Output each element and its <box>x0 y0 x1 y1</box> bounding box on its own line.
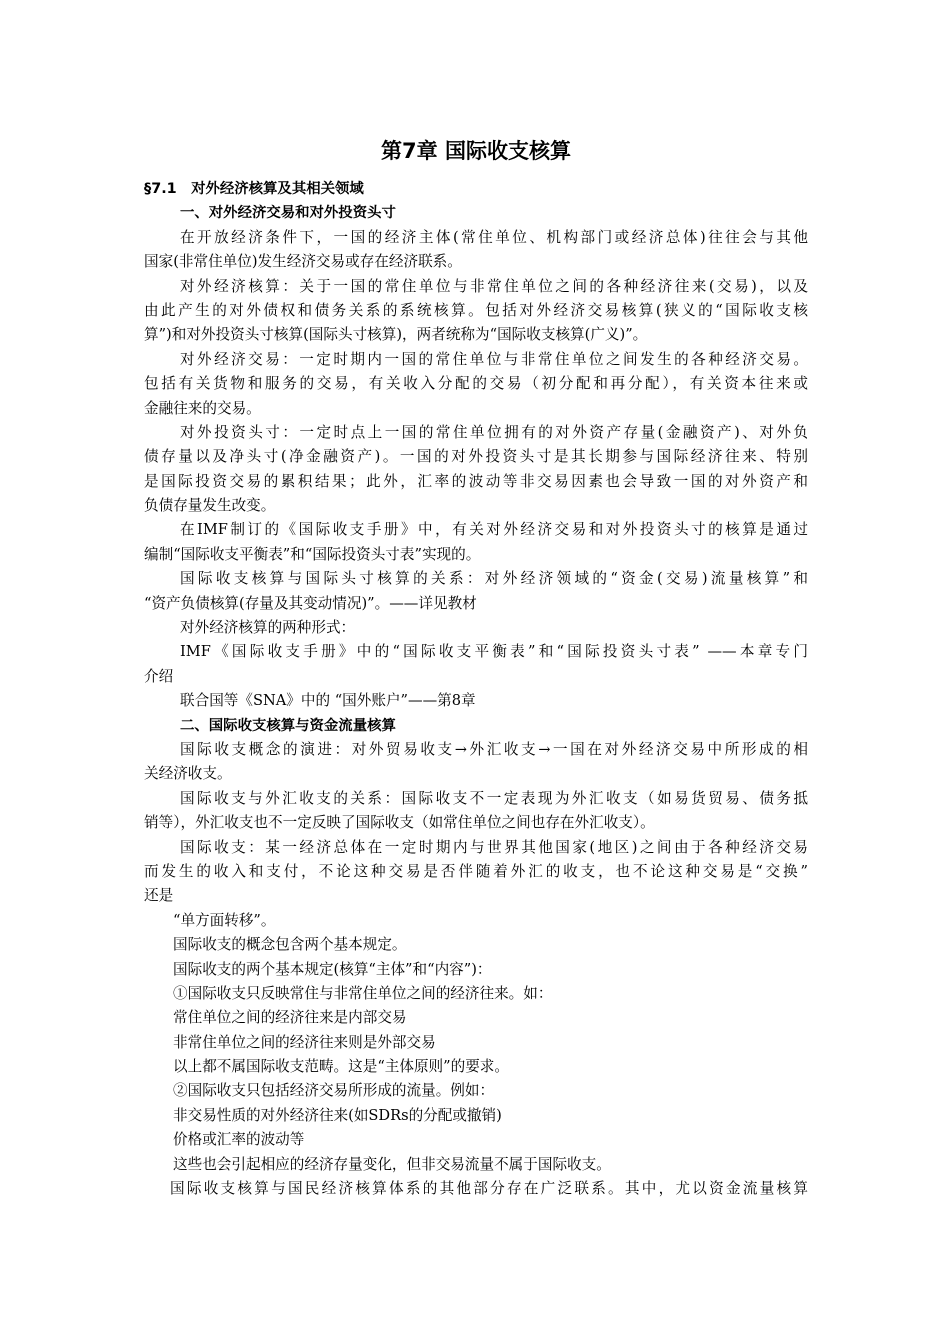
text-line: ①国际收支只反映常住与非常住单位之间的经济往来。如： <box>173 984 553 1002</box>
subsection-heading-1: 一、对外经济交易和对外投资头寸 <box>180 205 396 222</box>
text-line: 非常住单位之间的经济往来则是外部交易 <box>173 1033 436 1051</box>
text-line: 国际收支的两个基本规定(核算“主体”和“内容”)： <box>173 960 492 978</box>
text-line: 还是 <box>144 887 174 905</box>
text-line: 在IMF制订的《国际收支手册》中，有关对外经济交易和对外投资头寸的核算是通过 <box>180 521 808 539</box>
text-line: 介绍 <box>144 667 174 685</box>
subsection-heading-2: 二、国际收支核算与资金流量核算 <box>180 717 396 734</box>
text-line: 国际收支：某一经济总体在一定时期内与世界其他国家(地区)之间由于各种经济交易 <box>180 838 808 856</box>
text-line: 价格或汇率的波动等 <box>173 1131 305 1149</box>
text-line: 国际收支概念的演进：对外贸易收支→外汇收支→一国在对外经济交易中所形成的相 <box>180 740 808 758</box>
text-line: IMF《国际收支手册》中的“国际收支平衡表”和“国际投资头寸表” ——本章专门 <box>180 643 808 661</box>
text-line: 负债存量发生改变。 <box>144 497 276 515</box>
text-line: 算”)和对外投资头寸核算(国际头寸核算)，两者统称为“国际收支核算(广义)”。 <box>144 326 648 344</box>
text-line: 金融往来的交易。 <box>144 399 261 417</box>
text-line: 以上都不属国际收支范畴。这是“主体原则”的要求。 <box>173 1058 509 1076</box>
text-line: 非交易性质的对外经济往来(如SDRs的分配或撤销) <box>173 1106 502 1124</box>
text-line: 销等），外汇收支也不一定反映了国际收支（如常住单位之间也存在外汇收支）。 <box>144 814 655 832</box>
text-line: 对外经济交易：一定时期内一国的常住单位与非常住单位之间发生的各种经济交易。 <box>180 350 808 368</box>
text-line: ②国际收支只包括经济交易所形成的流量。例如： <box>173 1082 495 1100</box>
text-line: 关经济收支。 <box>144 765 232 783</box>
text-lines <box>144 177 808 1201</box>
text-line: 对外经济核算：关于一国的常住单位与非常住单位之间的各种经济往来(交易)，以及 <box>180 277 808 295</box>
text-line: 包括有关货物和服务的交易，有关收入分配的交易（初分配和再分配），有关资本往来或 <box>144 375 808 393</box>
text-line: 是国际投资交易的累积结果；此外，汇率的波动等非交易因素也会导致一国的对外资产和 <box>144 472 808 490</box>
text-line: 联合国等《SNA》中的 “国外账户”——第8章 <box>180 692 476 710</box>
text-line: “资产负债核算(存量及其变动情况)”。——详见教材 <box>144 594 477 612</box>
text-line: 而发生的收入和支付，不论这种交易是否伴随着外汇的收支，也不论这种交易是“交换” <box>144 862 808 880</box>
text-line: 在开放经济条件下，一国的经济主体(常住单位、机构部门或经济总体)往往会与其他 <box>180 228 808 246</box>
text-line: 对外投资头寸：一定时点上一国的常住单位拥有的对外资产存量(金融资产)、对外负 <box>180 423 808 441</box>
text-line: “单方面转移”。 <box>173 911 276 929</box>
text-line: 常住单位之间的经济往来是内部交易 <box>173 1009 407 1027</box>
text-line: 国际收支的概念包含两个基本规定。 <box>173 936 407 954</box>
chapter-title: 第7章 国际收支核算 <box>381 139 571 163</box>
text-line: 对外经济核算的两种形式： <box>180 619 356 637</box>
text-line: 这些也会引起相应的经济存量变化，但非交易流量不属于国际收支。 <box>173 1155 611 1173</box>
text-line: 债存量以及净头寸(净金融资产)。一国的对外投资头寸是其长期参与国际经济往来、特别 <box>144 448 808 466</box>
text-line: 国际收支核算与国民经济核算体系的其他部分存在广泛联系。其中，尤以资金流量核算 <box>170 1180 808 1198</box>
text-line: 国际收支与外汇收支的关系：国际收支不一定表现为外汇收支（如易货贸易、债务抵 <box>180 789 808 807</box>
text-line: 由此产生的对外债权和债务关系的系统核算。包括对外经济交易核算(狭义的“国际收支核 <box>144 301 808 319</box>
section-heading: §7.1 对外经济核算及其相关领域 <box>144 181 364 197</box>
text-line: 国际收支核算与国际头寸核算的关系：对外经济领域的“资金(交易)流量核算”和 <box>180 570 808 588</box>
text-line: 国家(非常住单位)发生经济交易或存在经济联系。 <box>144 253 462 271</box>
text-line: 编制“国际收支平衡表”和“国际投资头寸表”实现的。 <box>144 545 481 563</box>
